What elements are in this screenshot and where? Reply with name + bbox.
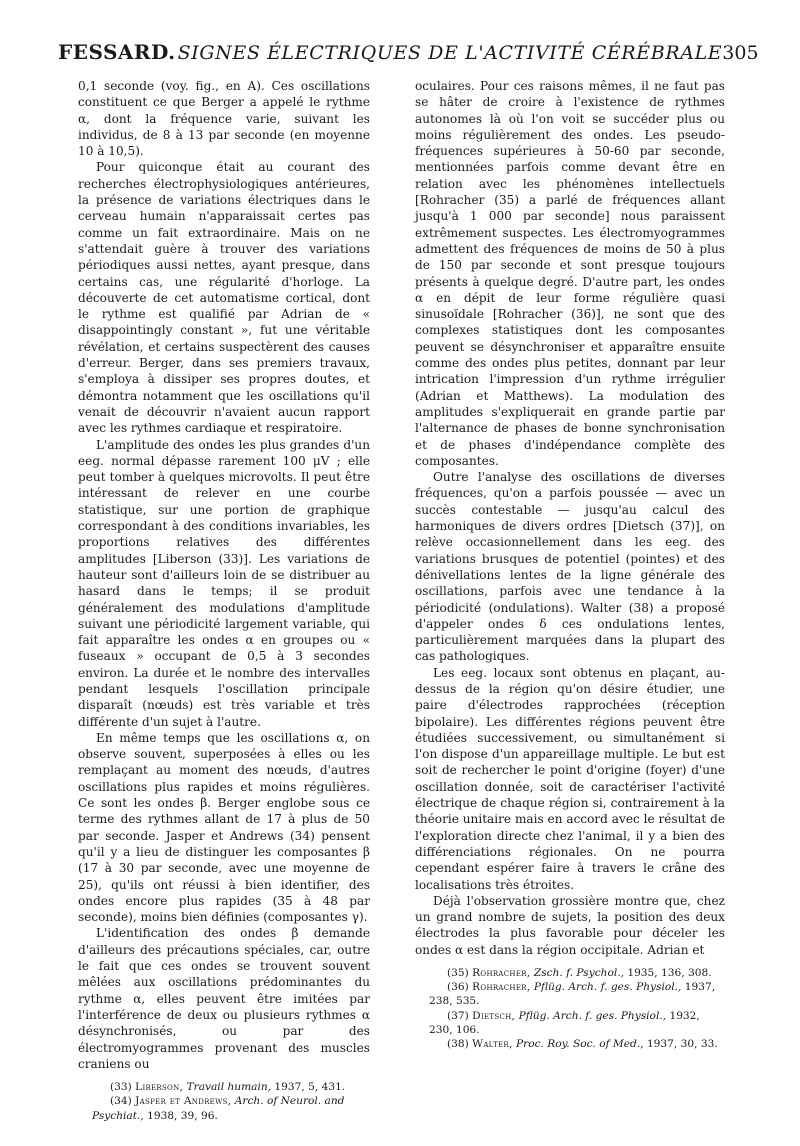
footnote-number: (35) bbox=[447, 967, 469, 980]
paragraph: Les eeg. locaux sont obtenus en plaçant, au-dessus de la région qu'on désire étudier, une paire d'électrodes rapprochées (réception bipolaire). Les différentes régions peuvent être étudiées successivement, ou simultanément si l'on dispose d'un appareillage multiple. Le but est soit de rechercher le point d'origine (foyer) d'une oscillation donnée, soit de caractériser l'activité électrique de chaque région si, contrairement à la théorie unitaire mais en accord avec le résultat de l'exploration directe chez l'animal, il y a bien des différenciations régionales. On ne pourra cependant espérer faire à travers le crâne des localisations très étroites. bbox=[415, 665, 725, 892]
page-number: 305 bbox=[722, 42, 759, 64]
footnote-source: Proc. Roy. Soc. of Med., bbox=[516, 1038, 644, 1051]
footnote-citation: 1935, 136, 308. bbox=[627, 967, 712, 980]
header-author: FESSARD. bbox=[58, 40, 176, 64]
paragraph: Déjà l'observation grossière montre que, chez un grand nombre de sujets, la position des deux électrodes la plus favorable pour déceler les ondes α est dans la région occipitale. Adrian et bbox=[415, 893, 725, 957]
footnote-author: Rohracher, bbox=[472, 967, 531, 980]
footnote-source: Zsch. f. Psychol., bbox=[533, 967, 624, 980]
paragraph: oculaires. Pour ces raisons mêmes, il ne faut pas se hâter de croire à l'existence de rythmes autonomes là où l'on voit se succéder plus ou moins régulièrement des ondes. Les pseudo-fréquences supérieures à 50-60 par seconde, mentionnées parfois comme devant être en relation avec les phénomènes intellectuels [Rohracher (35) a parlé de fréquences allant jusqu'à 1 000 par seconde] nous paraissent extrêmement suspectes. Les électromyogrammes admettent des fréquences de moins de 50 à plus de 150 par seconde et sont presque toujours présents à quelque degré. D'autre part, les ondes α en dépit de leur forme régulière quasi sinusoïdale [Rohracher (36)], ne sont que des complexes statistiques dont les composantes peuvent se désynchroniser et apparaître ensuite comme des ondes plus petites, donnant par leur intrication l'impression d'un rythme irrégulier (Adrian et Matthews). La modulation des amplitudes s'expliquerait en grande partie par l'alternance de phases de bonne synchronisation et de phases d'indépendance complète des composantes. bbox=[415, 79, 725, 468]
footnote-source: Pflüg. Arch. f. ges. Physiol., bbox=[518, 1009, 667, 1022]
footnote-citation: 1937, 30, 33. bbox=[646, 1038, 718, 1051]
footnote-citation: 1932, 230, 106. bbox=[429, 1009, 700, 1036]
footnote-number: (37) bbox=[447, 1009, 469, 1022]
footnote-author: Rohracher, bbox=[472, 981, 531, 994]
paragraph: L'amplitude des ondes les plus grandes d'un eeg. normal dépasse rarement 100 μV ; elle peut tomber à quelques microvolts. Il peut être intéressant de relever en une courbe statistique, sur une portion de graphique correspondant à des conditions invariables, les proportions relatives des différentes amplitudes [Liberson (33)]. Les variations de hauteur sont d'ailleurs loin de se distribuer au hasard dans le temps; il se produit généralement des modulations d'amplitude suivant une périodicité largement variable, qui fait apparaître les ondes α en groupes ou « fuseaux » occupant de 0,5 à 3 secondes environ. La durée et le nombre des intervalles pendant lesquels l'oscillation principale disparaît (nœuds) est très variable et très différente d'un sujet à l'autre. bbox=[78, 437, 370, 729]
footnote-citation: 1938, 39, 96. bbox=[147, 1109, 218, 1122]
header-title: SIGNES ÉLECTRIQUES DE L'ACTIVITÉ CÉRÉBRALE bbox=[177, 42, 723, 64]
footnote-number: (38) bbox=[447, 1038, 469, 1051]
footnote-source: Arch. of Neurol. and Psychiat., bbox=[92, 1095, 345, 1122]
paragraph: L'identification des ondes β demande d'ailleurs des précautions spéciales, car, outre le fait que ces ondes se trouvent souvent mêlées aux oscillations prédominantes du rythme α, elles peuvent être imitées par l'interférence de deux ou plusieurs rythmes α désynchronisés, ou par des électromyogrammes provenant des muscles craniens ou bbox=[78, 926, 370, 1071]
footnote bbox=[78, 1094, 370, 1122]
footnote-source: Travail humain, bbox=[186, 1081, 272, 1094]
footnote-author: Jasper et Andrews, bbox=[135, 1095, 232, 1108]
footnote bbox=[415, 1009, 725, 1037]
footnote-number: (33) bbox=[110, 1081, 132, 1094]
footnote-citation: 1937, 5, 431. bbox=[274, 1081, 346, 1094]
footnote-number: (36) bbox=[447, 981, 469, 994]
paragraph: Outre l'analyse des oscillations de diverses fréquences, qu'on a parfois poussée — avec un succès contestable — jusqu'au calcul des harmoniques de divers ordres [Dietsch (37)], on relève occasionnellement dans les eeg. des variations brusques de potentiel (pointes) et des dénivellations lentes de la ligne générale des oscillations, parfois avec une tendance à la périodicité (ondulations). Walter (38) a proposé d'appeler ondes δ ces ondulations lentes, particulièrement marquées dans la plupart des cas pathologiques. bbox=[415, 470, 725, 664]
footnote-number: (34) bbox=[110, 1095, 132, 1108]
footnote-citation: 1937, 238, 535. bbox=[429, 981, 716, 1008]
footnote-source: Pflüg. Arch. f. ges. Physiol., bbox=[533, 981, 682, 994]
footnote-author: Liberson, bbox=[135, 1081, 184, 1094]
footnote-author: Dietsch, bbox=[472, 1009, 516, 1022]
footnotes bbox=[415, 966, 725, 1051]
footnotes bbox=[78, 1080, 370, 1123]
paragraph: 0,1 seconde (voy. fig., en A). Ces oscillations constituent ce que Berger a appelé le rythme α, dont la fréquence varie, suivant les individus, de 8 à 13 par seconde (en moyenne 10 à 10,5). bbox=[78, 79, 370, 159]
footnote bbox=[78, 1080, 370, 1094]
footnote bbox=[415, 1037, 725, 1051]
paragraph: Pour quiconque était au courant des recherches électrophysiologiques antérieures, la présence de variations électriques dans le cerveau humain n'apparaissait certes pas comme un fait extraordinaire. Mais on ne s'attendait guère à trouver des variations périodiques aussi nettes, ayant presque, dans certains cas, une régularité d'horloge. La découverte de cet automatisme cortical, dont le rythme est qualifié par Adrian de « disappointingly constant », fut une véritable révélation, et certains suspectèrent des causes d'erreur. Berger, dans ses premiers travaux, s'employa à dissiper ses propres doutes, et démontra notamment que les oscillations qu'il venait de découvrir n'avaient aucun rapport avec les rythmes cardiaque et respiratoire. bbox=[78, 160, 370, 436]
left-column bbox=[78, 78, 370, 1123]
footnote-author: Walter, bbox=[472, 1038, 513, 1051]
footnote bbox=[415, 966, 725, 980]
paragraph: En même temps que les oscillations α, on observe souvent, superposées à elles ou les remplaçant au moment des nœuds, d'autres oscillations plus rapides et moins régulières. Ce sont les ondes β. Berger englobe sous ce terme des rythmes allant de 17 à plus de 50 par seconde. Jasper et Andrews (34) pensent qu'il y a lieu de distinguer les composantes β (17 à 30 par seconde, avec une moyenne de 25), qu'ils ont réussi à bien identifier, des ondes encore plus rapides (35 à 48 par seconde), moins bien définies (composantes γ). bbox=[78, 730, 370, 925]
footnote bbox=[415, 980, 725, 1008]
running-header bbox=[58, 40, 759, 70]
right-column bbox=[415, 78, 725, 1051]
